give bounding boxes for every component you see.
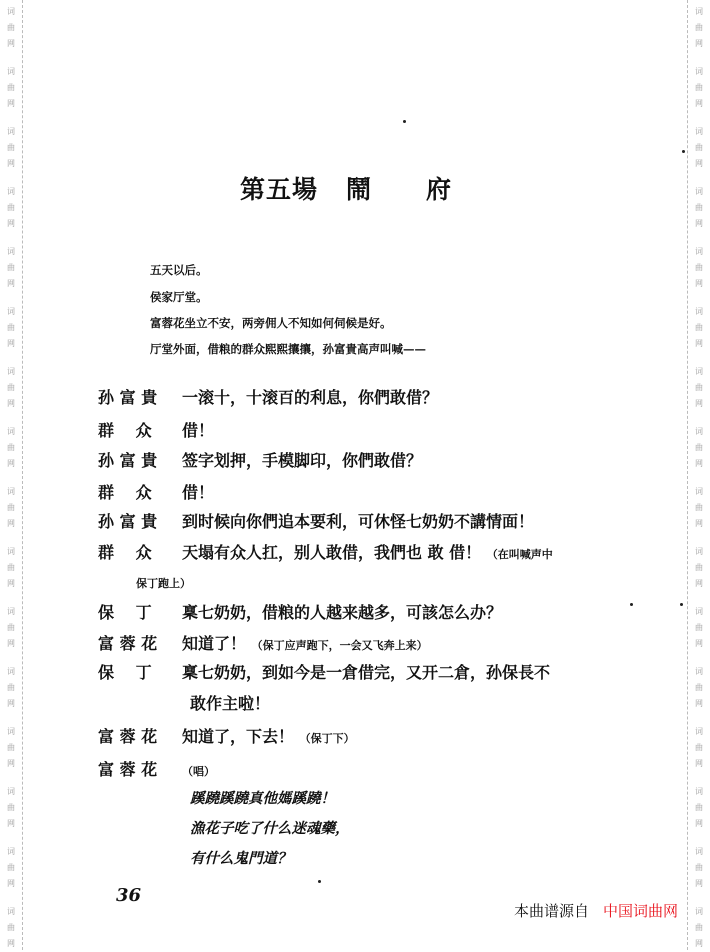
- source-site: 中国词曲网: [602, 902, 678, 920]
- dialogue-text: 签字划押，手模脚印，你們敢借？: [182, 451, 423, 470]
- watermark-text: 词 曲 网: [695, 307, 703, 348]
- dialogue-text: 借！: [182, 421, 215, 440]
- watermark-text: 词 曲 网: [695, 187, 703, 228]
- watermark-text: 词 曲 网: [695, 7, 703, 48]
- stage-note: （唱）: [182, 765, 215, 778]
- watermark-text: 词 曲 网: [7, 547, 15, 588]
- source-prefix: 本曲谱源自: [513, 902, 589, 920]
- page-number: 36: [116, 885, 142, 906]
- speaker: 富 蓉 花: [98, 634, 158, 653]
- speaker: 群 众: [98, 421, 152, 440]
- stage-note: （保丁下）: [299, 732, 355, 745]
- dialogue-text: 知道了！: [182, 634, 247, 653]
- speaker: 孙 富 貴: [98, 451, 158, 470]
- speaker: 孙 富 貴: [98, 512, 158, 531]
- dialogue-line: [98, 480, 214, 503]
- watermark-text: 词 曲 网: [695, 907, 703, 948]
- watermark-text: 词 曲 网: [695, 787, 703, 828]
- speaker: 保 丁: [98, 663, 152, 682]
- dialogue-continuation: 敢作主啦！: [190, 694, 271, 713]
- ink-speck: [403, 120, 406, 123]
- dialogue-text: 借！: [182, 483, 215, 502]
- dialogue-line: [98, 631, 428, 654]
- watermark-text: 词 曲 网: [695, 367, 703, 408]
- dialogue-line: [98, 600, 502, 623]
- dialogue-line: [98, 385, 438, 408]
- speaker: 群 众: [98, 543, 152, 562]
- watermark-text: 词 曲 网: [7, 67, 15, 108]
- watermark-text: 词 曲 网: [7, 427, 15, 468]
- watermark-text: 词 曲 网: [7, 487, 15, 528]
- watermark-text: 词 曲 网: [7, 907, 15, 948]
- watermark-text: 词 曲 网: [695, 727, 703, 768]
- dialogue-text: 一滚十，十滚百的利息，你們敢借？: [182, 388, 439, 407]
- watermark-text: 词 曲 网: [7, 367, 15, 408]
- speaker: 群 众: [98, 483, 152, 502]
- title-scene-number: 第五場: [240, 175, 319, 204]
- dialogue-text: 稟七奶奶，借粮的人越来越多，可該怎么办？: [182, 603, 503, 622]
- speaker: 富 蓉 花: [98, 760, 158, 779]
- dialogue-line: [98, 724, 355, 747]
- title-word-2: 府: [426, 175, 453, 204]
- right-watermark-strip: [687, 0, 710, 950]
- speaker: 保 丁: [98, 603, 152, 622]
- stage-direction: 厅堂外面，借粮的群众熙熙攘攘，孙富貴高声叫喊——: [150, 342, 426, 356]
- watermark-text: 词 曲 网: [7, 127, 15, 168]
- stage-direction: 五天以后。: [150, 263, 208, 277]
- song-line: 蹊蹺蹊蹺真他媽蹊蹺！: [190, 790, 335, 807]
- watermark-text: 词 曲 网: [695, 547, 703, 588]
- dialogue-text: 知道了，下去！: [182, 727, 295, 746]
- dialogue-text: 天塌有众人扛，别人敢借，我們也 敢 借！: [182, 543, 482, 562]
- dialogue-line: [98, 448, 422, 471]
- scene-title: [240, 170, 452, 206]
- watermark-text: 词 曲 网: [695, 247, 703, 288]
- ink-speck: [682, 150, 685, 153]
- watermark-text: 词 曲 网: [695, 487, 703, 528]
- ink-speck: [630, 603, 633, 606]
- speaker: 富 蓉 花: [98, 727, 158, 746]
- watermark-text: 词 曲 网: [7, 7, 15, 48]
- watermark-text: 词 曲 网: [7, 607, 15, 648]
- left-watermark-strip: [0, 0, 23, 950]
- ink-speck: [318, 880, 321, 883]
- watermark-text: 词 曲 网: [695, 667, 703, 708]
- dialogue-text: 到时候向你們追本要利，可休怪七奶奶不講情面！: [182, 512, 535, 531]
- dialogue-line: [98, 540, 553, 563]
- stage-direction: 富蓉花坐立不安，两旁佣人不知如何伺候是好。: [150, 316, 392, 330]
- watermark-text: 词 曲 网: [695, 127, 703, 168]
- dialogue-line: [98, 418, 214, 441]
- stage-note-continuation: 保丁跑上）: [136, 577, 191, 590]
- dialogue-line: [98, 757, 215, 780]
- dialogue-line: [98, 509, 534, 532]
- watermark-text: 词 曲 网: [7, 787, 15, 828]
- watermark-text: 词 曲 网: [7, 727, 15, 768]
- dialogue-text: 稟七奶奶，到如今是一倉借完，又开二倉，孙保長不: [182, 663, 551, 682]
- watermark-text: 词 曲 网: [7, 187, 15, 228]
- watermark-text: 词 曲 网: [695, 607, 703, 648]
- song-line: 漁花子吃了什么迷魂藥，: [190, 820, 350, 837]
- title-word-1: 鬧: [346, 175, 373, 204]
- watermark-text: 词 曲 网: [7, 247, 15, 288]
- stage-direction: 侯家厅堂。: [150, 290, 208, 304]
- watermark-text: 词 曲 网: [695, 67, 703, 108]
- song-line: 有什么鬼門道？: [190, 850, 292, 867]
- stage-note: （保丁应声跑下，一会又飞奔上来）: [251, 639, 428, 652]
- ink-speck: [680, 603, 683, 606]
- stage-note: （在叫喊声中: [486, 548, 553, 561]
- speaker: 孙 富 貴: [98, 388, 158, 407]
- source-credit: [514, 900, 678, 921]
- watermark-text: 词 曲 网: [695, 847, 703, 888]
- watermark-text: 词 曲 网: [7, 847, 15, 888]
- dialogue-line: [98, 660, 550, 683]
- watermark-text: 词 曲 网: [7, 667, 15, 708]
- watermark-text: 词 曲 网: [7, 307, 15, 348]
- watermark-text: 词 曲 网: [695, 427, 703, 468]
